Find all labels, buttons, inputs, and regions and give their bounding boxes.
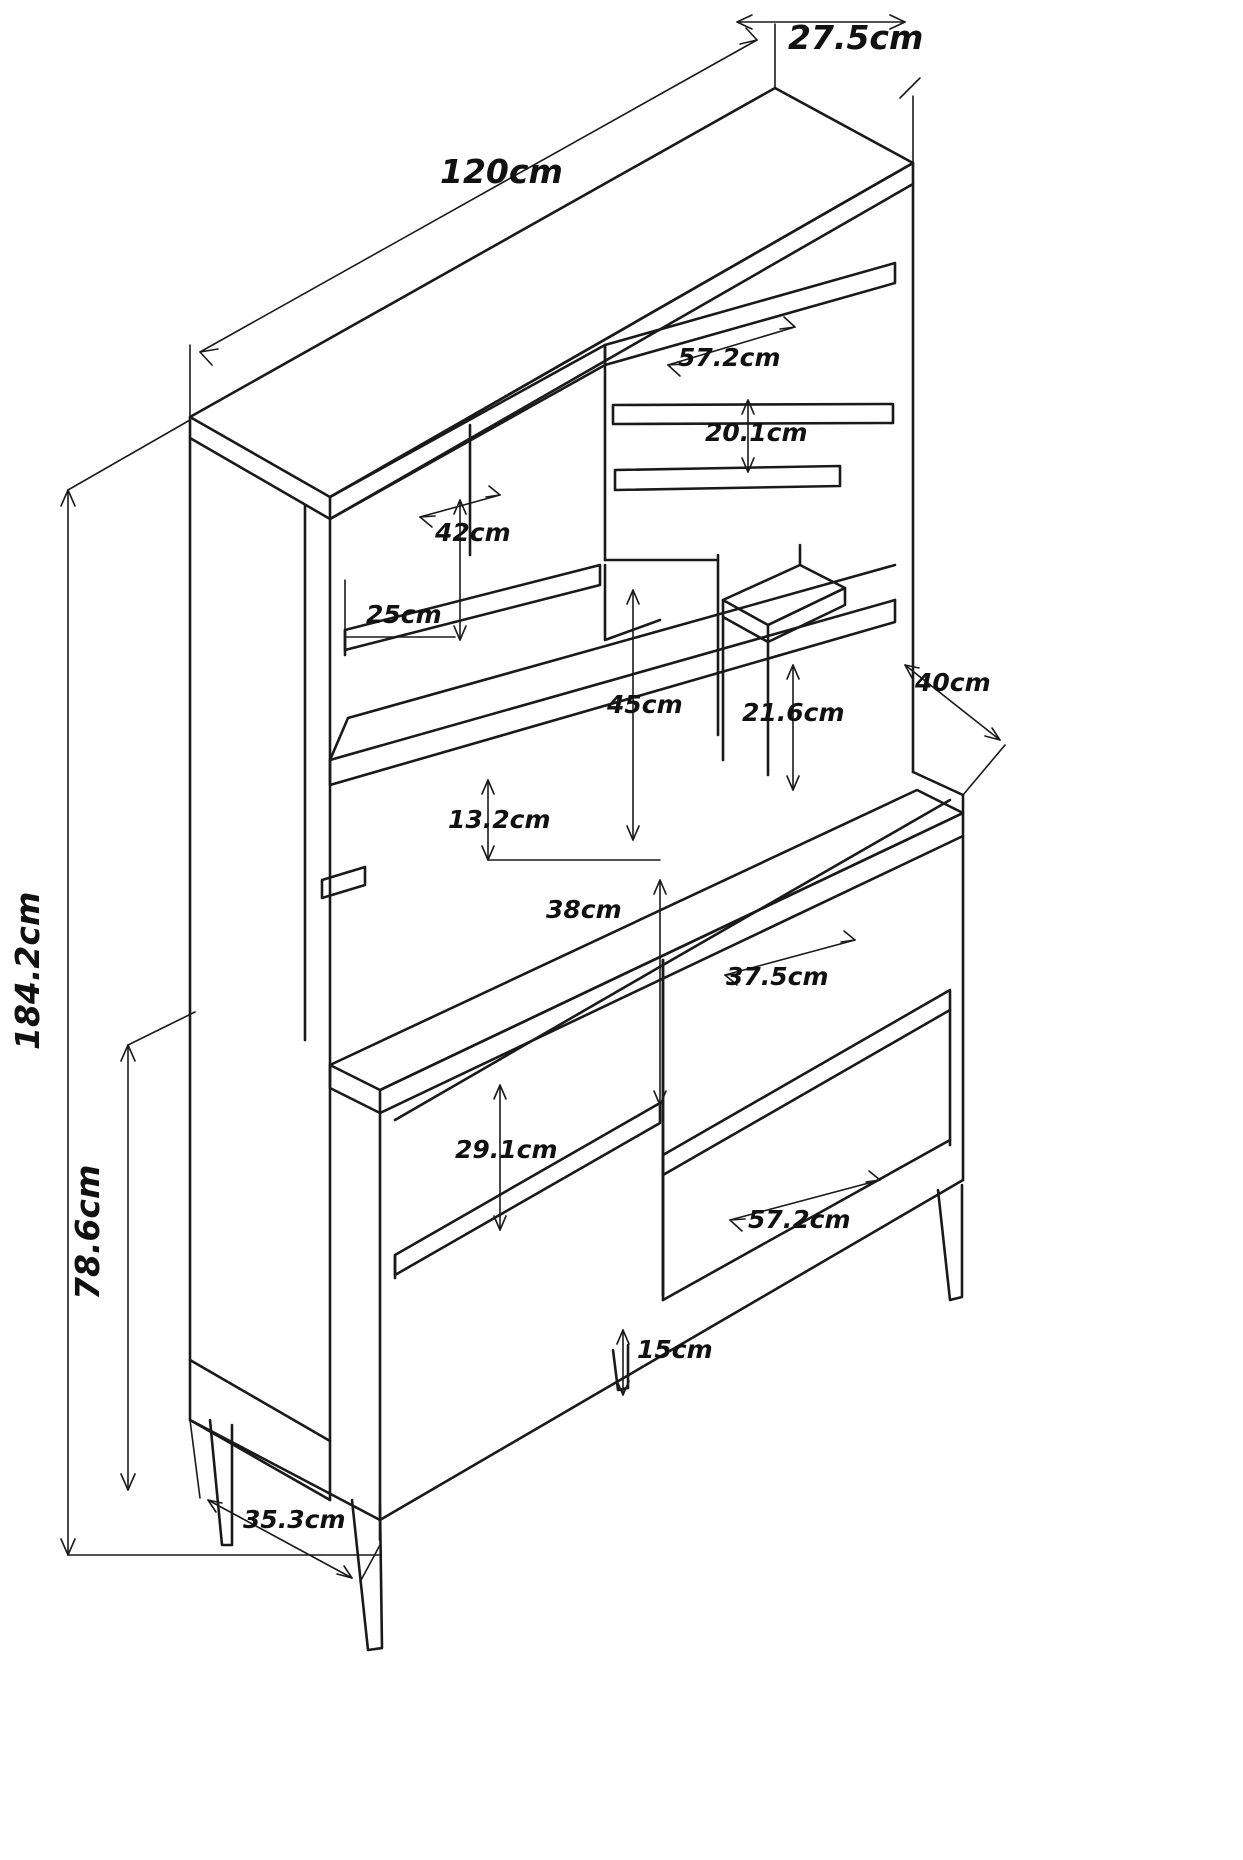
dim-label-left-compartment-height: 25cm — [366, 600, 442, 629]
dim-label-lower-left-height: 29.1cm — [455, 1135, 558, 1164]
dim-label-counter-height: 38cm — [546, 895, 622, 924]
dim-label-left-compartment-width: 42cm — [435, 518, 511, 547]
dim-572-upper-arrow-r — [780, 317, 795, 329]
dim-label-upper-shelf-height: 20.1cm — [705, 418, 808, 447]
dim-depth-tick — [900, 78, 920, 98]
dim-label-niche-height: 21.6cm — [742, 698, 845, 727]
dim-375-arrow-r — [841, 931, 855, 942]
dim-572-lower-arrow-l — [730, 1219, 745, 1231]
dim-572-lower-arrow-r — [866, 1171, 880, 1182]
lower-top-inner-left — [395, 965, 663, 1120]
dim-label-lower-shelf-span: 57.2cm — [748, 1205, 851, 1234]
dim-width-arrow-l — [200, 349, 218, 365]
upper-left-top-edge — [330, 345, 605, 497]
dimension-lines — [61, 15, 1005, 1582]
dim-label-total-height: 184.2cm — [8, 891, 47, 1050]
dim-width-line — [200, 40, 757, 352]
dim-label-width-top: 120cm — [440, 152, 563, 191]
dim-label-depth-top: 27.5cm — [788, 18, 924, 57]
dim-label-side-depth: 40cm — [915, 668, 991, 697]
small-ledge — [322, 867, 365, 898]
dim-base-ext-top — [128, 1012, 195, 1045]
dim-label-base-unit-height: 78.6cm — [68, 1164, 107, 1300]
upper-shelf-3 — [615, 466, 840, 490]
hutch-mid-shelf-side — [330, 718, 348, 760]
dim-42-arrow-l — [420, 516, 435, 527]
dim-label-upper-shelf-span: 57.2cm — [678, 343, 781, 372]
dim-label-thin-shelf-height: 13.2cm — [448, 805, 551, 834]
dim-label-middle-open-height: 45cm — [607, 690, 683, 719]
counter-left-edge — [330, 1065, 380, 1113]
dim-353-ext-1 — [190, 1420, 200, 1498]
lower-top-inner-right — [663, 800, 950, 965]
counter-top-edge — [380, 813, 963, 1113]
top-panel-left-edge — [190, 417, 330, 519]
dim-353-ext-2 — [360, 1545, 380, 1582]
dim-42-arrow-r — [486, 486, 500, 497]
dim-40-ext-2 — [963, 745, 1005, 795]
counter-top — [330, 790, 963, 1090]
dim-label-base-depth: 35.3cm — [243, 1505, 346, 1534]
dim-label-leg-height: 15cm — [637, 1335, 713, 1364]
lower-left-shelf — [395, 1103, 660, 1275]
dim-total-ext-top — [68, 420, 190, 490]
leg-front-left — [352, 1500, 382, 1650]
lower-right-shelf — [663, 990, 950, 1175]
leg-front-right — [938, 1185, 962, 1300]
dim-label-lower-right-width: 37.5cm — [726, 962, 829, 991]
upper-left-inner-top — [330, 365, 605, 519]
